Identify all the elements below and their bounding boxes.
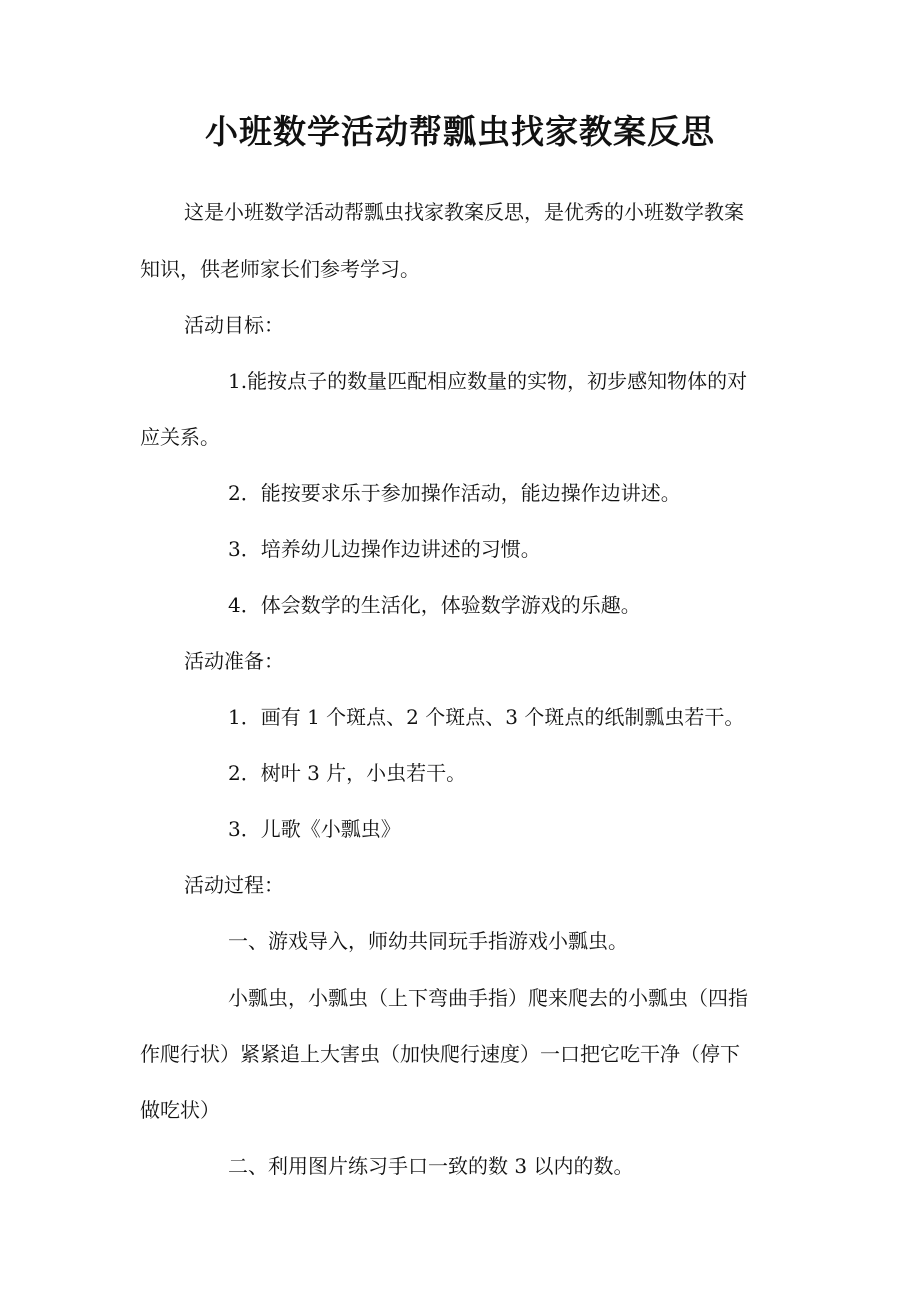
process-step-2: 二、利用图片练习手口一致的数 3 以内的数。 [228,1154,634,1178]
intro-line-2: 知识，供老师家长们参考学习。 [140,257,420,281]
goal-item-4: 4．体会数学的生活化，体验数学游戏的乐趣。 [228,593,641,617]
intro-line-1: 这是小班数学活动帮瓢虫找家教案反思，是优秀的小班数学教案 [184,200,744,224]
preparation-heading: 活动准备： [184,649,284,673]
rhyme-line-2: 作爬行状）紧紧追上大害虫（加快爬行速度）一口把它吃干净（停下 [140,1042,740,1066]
page-title: 小班数学活动帮瓢虫找家教案反思 [205,112,715,151]
preparation-item-3: 3．儿歌《小瓢虫》 [228,817,401,841]
goal-item-3: 3．培养幼儿边操作边讲述的习惯。 [228,537,541,561]
goals-heading: 活动目标： [184,313,284,337]
rhyme-line-1: 小瓢虫，小瓢虫（上下弯曲手指）爬来爬去的小瓢虫（四指 [228,986,748,1010]
process-heading: 活动过程： [184,873,284,897]
goal-item-2: 2．能按要求乐于参加操作活动，能边操作边讲述。 [228,481,681,505]
rhyme-line-3: 做吃状） [140,1098,220,1122]
goal-item-1-line-1: 1.能按点子的数量匹配相应数量的实物，初步感知物体的对 [228,369,748,393]
goal-item-1-line-2: 应关系。 [140,425,220,449]
preparation-item-1: 1．画有 1 个斑点、2 个斑点、3 个斑点的纸制瓢虫若干。 [228,705,745,729]
process-step-1: 一、游戏导入，师幼共同玩手指游戏小瓢虫。 [228,929,628,953]
preparation-item-2: 2．树叶 3 片，小虫若干。 [228,761,467,785]
